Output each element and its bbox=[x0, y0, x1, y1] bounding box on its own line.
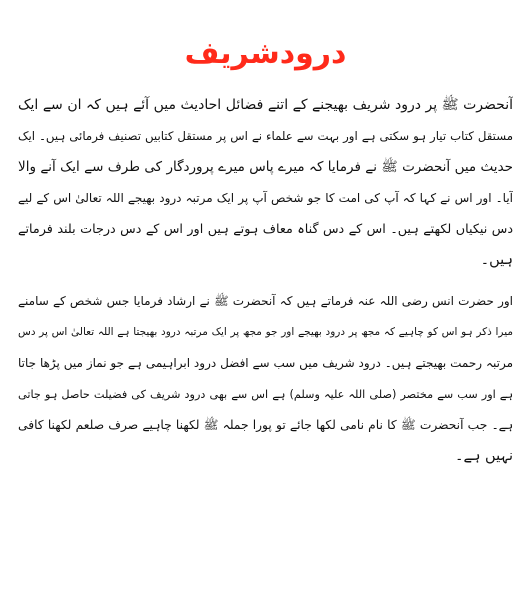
text-line: مرتبہ رحمت بھیجتے ہیں۔ درود شریف میں سب سے افضل درود ابراہیمی ہے جو نماز میں پڑھا جاتا bbox=[18, 356, 513, 370]
text-line: نہیں ہے۔ bbox=[454, 448, 513, 464]
text-line: ہیں۔ bbox=[480, 252, 513, 268]
paragraph-virtues-of-durood bbox=[18, 90, 513, 276]
text-line: اور حضرت انس رضی اللہ عنہ فرماتے ہیں کہ آنحضرت ﷺ نے ارشاد فرمایا جس شخص کے سامنے bbox=[18, 294, 513, 308]
page-title: درودشریف bbox=[184, 36, 347, 71]
paragraph-hadith-anas bbox=[18, 286, 513, 472]
text-line: دس نیکیاں لکھتے ہیں۔ اس کے دس گناہ معاف ہوتے ہیں اور اس کے دس درجات بلند فرماتے bbox=[18, 222, 513, 237]
text-line: آنحضرت ﷺ پر درود شریف بھیجنے کے اتنے فضائل احادیث میں آئے ہیں کہ ان سے ایک bbox=[18, 97, 513, 113]
text-line: مستقل کتاب تیار ہو سکتی ہے اور بہت سے علماء نے اس پر مستقل کتابیں تصنیف فرمائی ہیں۔ ایک bbox=[18, 129, 513, 143]
text-line: حدیث میں آنحضرت ﷺ نے فرمایا کہ میرے پاس میرے پروردگار کی طرف سے ایک آنے والا bbox=[18, 159, 513, 175]
text-line: آیا۔ اور اس نے کہا کہ آپ کی امت کا جو شخص آپ پر ایک مرتبہ درود بھیجے اللہ تعالیٰ اس کے لیے bbox=[18, 191, 513, 205]
text-line: ہے اور سب سے مختصر (صلی اللہ علیہ وسلم) ہے اس سے بھی درود شریف کی فضیلت حاصل ہو جاتی bbox=[18, 388, 513, 401]
text-line: میرا ذکر ہو اس کو چاہیے کہ مجھ پر درود بھیجے اور جو مجھ پر ایک مرتبہ درود بھیجتا ہے اللہ تعالیٰ اس پر دس bbox=[18, 326, 513, 338]
text-line: ہے۔ جب آنحضرت ﷺ کا نام نامی لکھا جائے تو پورا جملہ ﷺ لکھنا چاہیے صرف صلعم لکھنا کافی bbox=[18, 418, 513, 432]
